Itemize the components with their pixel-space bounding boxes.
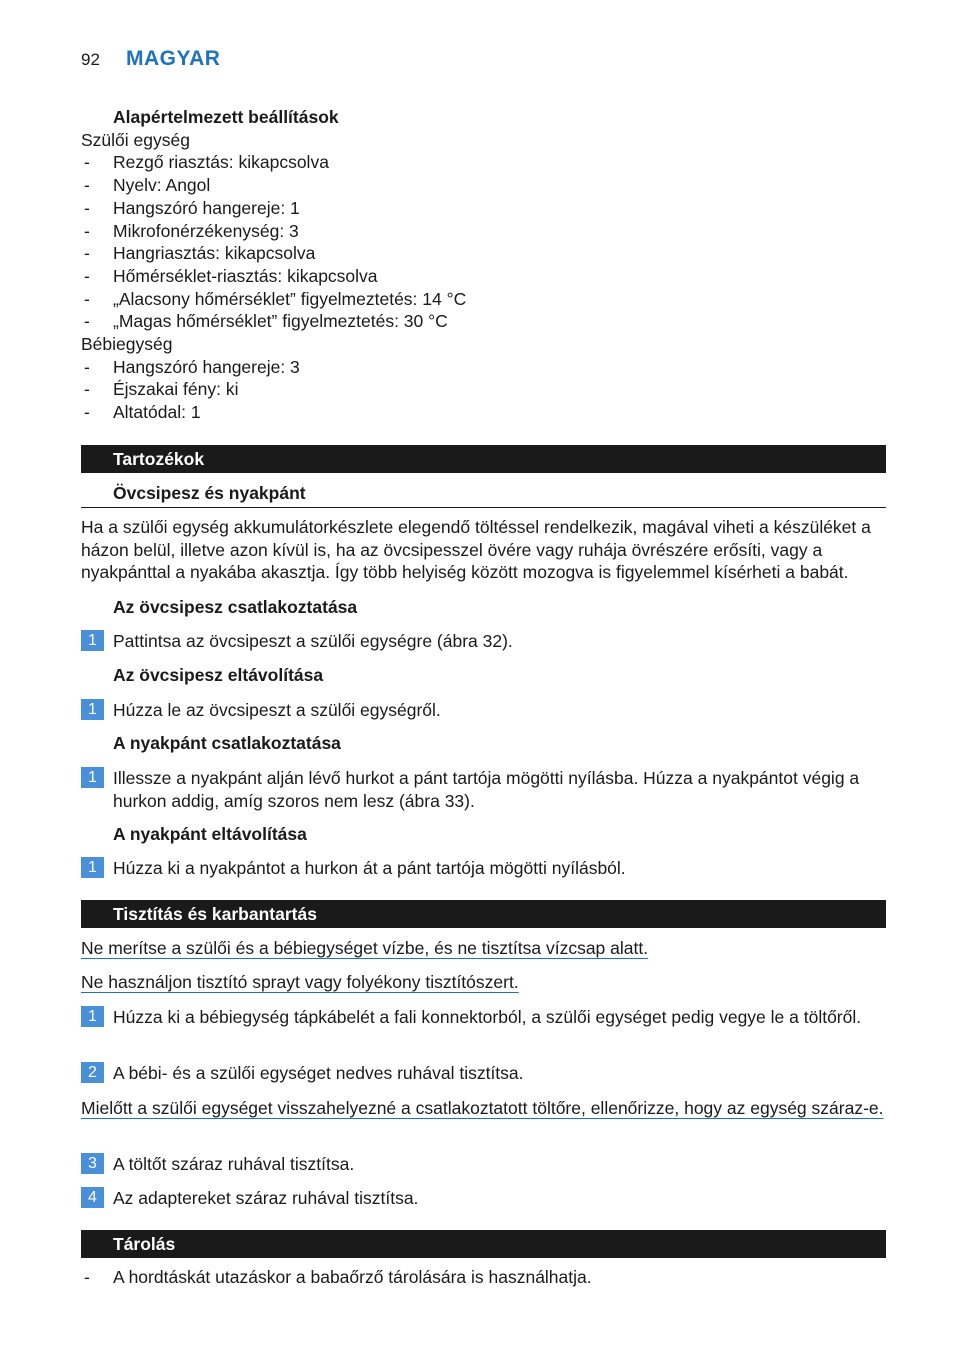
list-item: - „Magas hőmérséklet” figyelmeztetés: 30 °C <box>84 311 448 332</box>
default-settings-title: Alapértelmezett beállítások <box>113 107 339 127</box>
step-number: 3 <box>81 1153 104 1174</box>
step-item: 1 Húzza le az övcsipeszt a szülői egységről. <box>81 699 886 722</box>
belt-clip-neck-strap-heading: Övcsipesz és nyakpánt <box>81 482 886 508</box>
accessories-intro: Ha a szülői egység akkumulátorkészlete elegendő töltéssel rendelkezik, magával viheti a készüléket a házon belül, illetve azon kívül is, ha az övcsipesszel övére vagy ruhája övrészére erősíti, vagy a nyakpánttal a nyakába akasztja. Így több helyiség között mozogva is figyelemmel kísérheti a babát. <box>81 517 871 583</box>
parent-unit-label: Szülői egység <box>81 129 190 150</box>
default-settings-section <box>81 106 886 424</box>
list-item: - „Alacsony hőmérséklet” figyelmeztetés: 14 °C <box>84 288 467 309</box>
cleaning-warning: Ne használjon tisztító sprayt vagy folyékony tisztítószert. <box>81 972 519 992</box>
attach-neck-strap-heading: A nyakpánt csatlakoztatása <box>113 733 341 753</box>
list-item: - Hangszóró hangereje: 3 <box>84 356 300 377</box>
remove-belt-clip-heading: Az övcsipesz eltávolítása <box>113 665 324 685</box>
list-item: - Mikrofonérzékenység: 3 <box>84 220 299 241</box>
step-number: 4 <box>81 1187 104 1208</box>
step-number: 1 <box>81 767 104 788</box>
list-item: - Hőmérséklet-riasztás: kikapcsolva <box>84 265 378 286</box>
step-number: 1 <box>81 857 104 878</box>
step-item: 1 Illessze a nyakpánt alján lévő hurkot a pánt tartója mögötti nyílásba. Húzza a nyakpántot végig a hurkon addig, amíg szoros nem lesz (ábra 33). <box>81 767 886 812</box>
language-heading: MAGYAR <box>126 47 221 70</box>
step-number: 2 <box>81 1062 104 1083</box>
page-number: 92 <box>81 50 100 69</box>
list-item: - Éjszakai fény: ki <box>84 379 239 400</box>
attach-belt-clip-heading: Az övcsipesz csatlakoztatása <box>113 597 358 617</box>
section-heading-storage: Tárolás <box>81 1230 886 1258</box>
step-number: 1 <box>81 1006 104 1027</box>
list-item: - Nyelv: Angol <box>84 175 211 196</box>
storage-list <box>81 1266 886 1289</box>
step-item: 2 A bébi- és a szülői egységet nedves ruhával tisztítsa. <box>81 1062 886 1085</box>
section-heading-accessories: Tartozékok <box>81 445 886 473</box>
baby-unit-label: Bébiegység <box>81 334 173 355</box>
step-item: 1 Húzza ki a nyakpántot a hurkon át a pánt tartója mögötti nyílásból. <box>81 857 886 880</box>
list-item: - Rezgő riasztás: kikapcsolva <box>84 152 329 173</box>
list-item: - Hangszóró hangereje: 1 <box>84 197 300 218</box>
list-item: - Hangriasztás: kikapcsolva <box>84 243 316 264</box>
step-item: 1 Pattintsa az övcsipeszt a szülői egységre (ábra 32). <box>81 630 886 653</box>
remove-neck-strap-heading: A nyakpánt eltávolítása <box>113 824 307 844</box>
step-number: 1 <box>81 630 104 651</box>
cleaning-warning: Ne merítse a szülői és a bébiegységet vízbe, és ne tisztítsa vízcsap alatt. <box>81 938 649 958</box>
list-item: - Altatódal: 1 <box>84 402 201 423</box>
step-item: 1 Húzza ki a bébiegység tápkábelét a fali konnektorból, a szülői egységet pedig vegye le a töltőről. <box>81 1006 886 1029</box>
step-item: 4 Az adaptereket száraz ruhával tisztítsa. <box>81 1187 886 1210</box>
step-item: 3 A töltőt száraz ruhával tisztítsa. <box>81 1153 886 1176</box>
step-number: 1 <box>81 699 104 720</box>
list-item: - A hordtáskát utazáskor a babaőrző tárolására is használhatja. <box>84 1267 592 1287</box>
section-heading-cleaning: Tisztítás és karbantartás <box>81 900 886 928</box>
cleaning-warning: Mielőtt a szülői egységet visszahelyezné a csatlakoztatott töltőre, ellenőrizze, hogy az egység száraz-e. <box>81 1098 884 1118</box>
